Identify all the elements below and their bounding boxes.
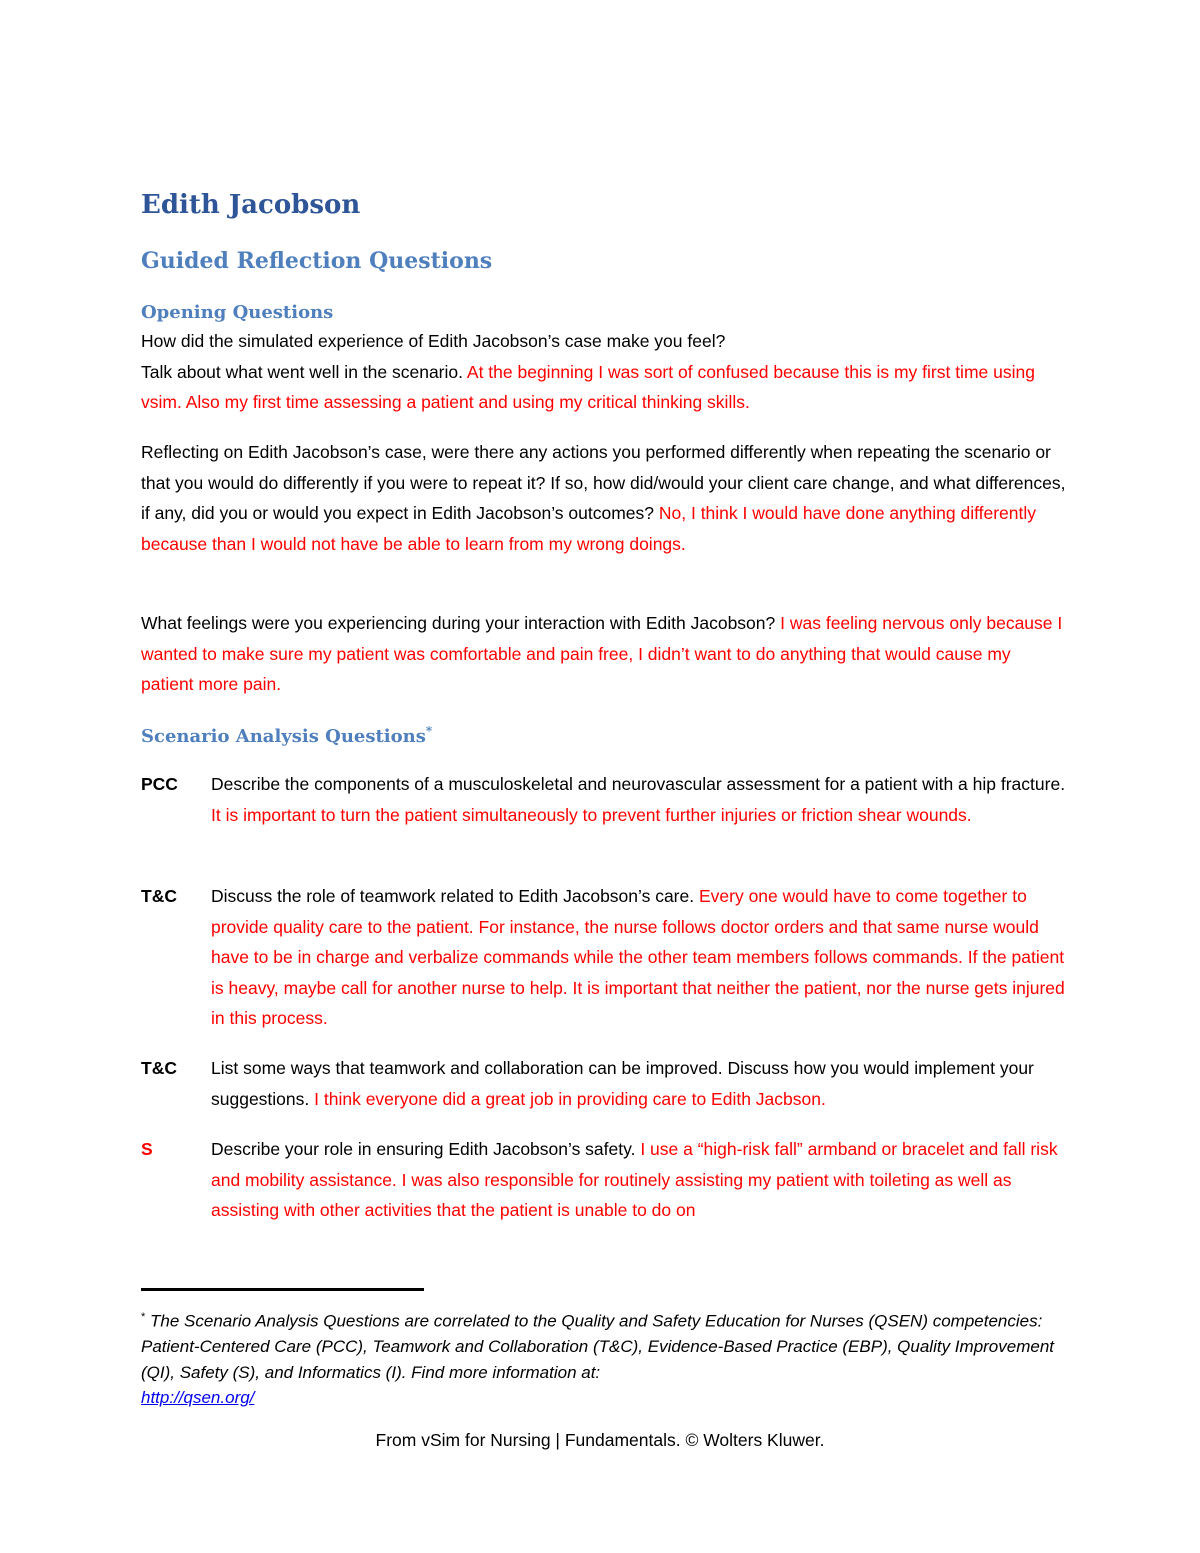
scenario-footnote-marker: * [425,724,433,738]
footnote-marker: * [141,1311,146,1323]
scenario-item-question: List some ways that teamwork and collaboration can be improved. Discuss how you would implement your suggestions. [211,1058,1034,1109]
scenario-item-code: T&C [141,886,177,906]
opening-question-4: What feelings were you experiencing during your interaction with Edith Jacobson? [141,613,776,633]
opening-question-3: Reflecting on Edith Jacobson’s case, were there any actions you performed differently when repeating the scenario or that you would do differently if you were to repeat it? If so, how did/would your client care change, and what differences, if any, did you or would you expect in Edith Jacobson’s outcomes? [141,442,1066,523]
document-subtitle: Guided Reflection Questions [141,248,493,274]
scenario-item-answer: Every one would have to come together to provide quality care to the patient. For instance, the nurse follows doctor orders and that same nurse would have to be in charge and verbalize commands while the other team members follows commands. If the patient is heavy, maybe call for another nurse to help. It is important that neither the patient, nor the nurse gets injured in this process. [211,886,1065,1028]
opening-answer-3: No, I think I would have done anything differently because than I would not have be able to learn from my wrong doings. [141,503,1037,554]
scenario-item-text [211,1134,1066,1226]
scenario-item-question: Describe your role in ensuring Edith Jacobson’s safety. [211,1139,636,1159]
footnote-separator [141,1288,424,1291]
opening-question-3-block [141,437,1066,559]
scenario-item-code: S [141,1139,153,1159]
scenario-item-code: PCC [141,774,178,794]
opening-question-2: Talk about what went well in the scenario. [141,361,463,382]
opening-question-4-block [141,608,1066,700]
scenario-item-answer: It is important to turn the patient simultaneously to prevent further injuries or friction shear wounds. [211,804,972,825]
qsen-link[interactable]: http://qsen.org/ [141,1388,255,1408]
opening-answer-2: At the beginning I was sort of confused because this is my first time using vsim. Also my first time assessing a patient and using my critical thinking skills. [141,361,1035,412]
scenario-item-answer: I use a “high-risk fall” armband or bracelet and fall risk and mobility assistance. I was also responsible for routinely assisting my patient with toileting as well as assisting with other activities that the patient is unable to do on [211,1139,1058,1220]
footnote [141,1305,1066,1411]
document-title: Edith Jacobson [141,190,361,220]
scenario-item-text [211,881,1066,1034]
scenario-item-question: Discuss the role of teamwork related to Edith Jacobson’s care. [211,886,695,906]
scenario-item-question: Describe the components of a musculoskeletal and neurovascular assessment for a patient with a hip fracture. [211,774,1066,794]
footnote-text: The Scenario Analysis Questions are correlated to the Quality and Safety Education for Nurses (QSEN) competencies: Patient-Centered Care (PCC), Teamwork and Collaboration (T&C), Evidence-Based Practice (EBP), Quality Improvement (QI), Safety (S), and Informatics (I). Find more information at: [141,1311,1055,1382]
opening-questions-heading: Opening Questions [141,302,334,323]
scenario-item-answer: I think everyone did a great job in providing care to Edith Jacbson. [314,1088,826,1109]
page-footer: From vSim for Nursing | Fundamentals. © Wolters Kluwer. [375,1430,825,1450]
scenario-item-text [211,1053,1066,1114]
opening-answer-4: I was feeling nervous only because I wanted to make sure my patient was comfortable and pain free, I didn’t want to do anything that would cause my patient more pain. [141,613,1063,694]
opening-question-1: How did the simulated experience of Edith Jacobson’s case make you feel? [141,331,726,351]
opening-questions-block [141,326,1066,418]
scenario-analysis-heading [141,724,432,747]
scenario-analysis-heading-text: Scenario Analysis Questions [141,726,426,747]
scenario-item-code: T&C [141,1058,177,1078]
scenario-item-text [211,769,1066,830]
